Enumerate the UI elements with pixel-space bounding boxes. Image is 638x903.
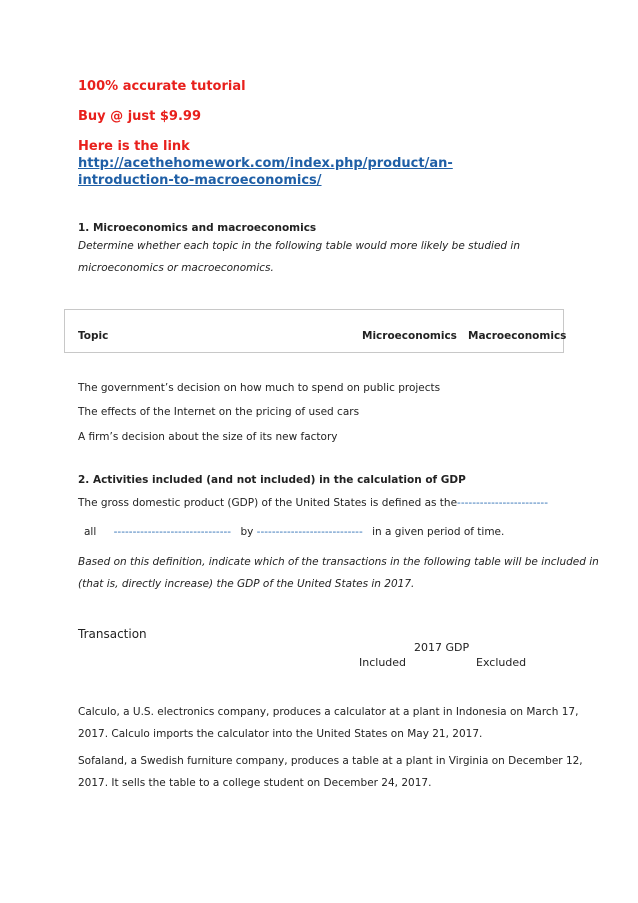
product-link-line2[interactable]: introduction-to-macroeconomics/ — [78, 173, 322, 188]
product-link-line1[interactable]: http://acethehomework.com/index.php/product/an- — [78, 156, 453, 171]
header-microeconomics: Microeconomics — [362, 330, 457, 342]
transaction-row-2-line2: 2017. It sells the table to a college student on December 24, 2017. — [78, 777, 432, 789]
section1-instructions-line1: Determine whether each topic in the following table would more likely be studied in — [78, 240, 520, 252]
gdp-definition-line1 — [78, 497, 548, 509]
transaction-row-1-line2: 2017. Calculo imports the calculator into the United States on May 21, 2017. — [78, 728, 483, 740]
promo-line-accurate: 100% accurate tutorial — [78, 79, 246, 94]
gdp-blank-3: ---------------------------- — [256, 526, 363, 538]
section1-instructions-line2: microeconomics or macroeconomics. — [78, 262, 274, 274]
topic-row: The government’s decision on how much to spend on public projects — [78, 382, 441, 394]
promo-line-price: Buy @ just $9.99 — [78, 109, 201, 124]
transaction-row-2-line1: Sofaland, a Swedish furniture company, produces a table at a plant in Virginia on December 12, — [78, 755, 583, 767]
gdp-definition-line2 — [84, 526, 504, 538]
gdp-blank-2: ------------------------------- — [113, 526, 232, 538]
gdp-blank-1: ------------------------ — [457, 497, 548, 509]
section2-heading: 2. Activities included (and not included) in the calculation of GDP — [78, 474, 466, 486]
promo-line-link-label: Here is the link — [78, 139, 190, 154]
gdp-definition-all: all — [84, 526, 97, 538]
topic-row: The effects of the Internet on the pricing of used cars — [78, 406, 360, 418]
header-excluded: Excluded — [476, 656, 527, 669]
header-macroeconomics: Macroeconomics — [468, 330, 567, 342]
header-2017-gdp: 2017 GDP — [414, 641, 470, 654]
section2-instructions-line1: Based on this definition, indicate which of the transactions in the following table will be included in — [78, 556, 599, 568]
gdp-definition-by: by — [240, 526, 254, 538]
topic-table-header — [64, 309, 567, 353]
gdp-definition-text: The gross domestic product (GDP) of the United States is defined as the — [78, 497, 458, 509]
header-included: Included — [359, 656, 407, 669]
section2-instructions-line2: (that is, directly increase) the GDP of the United States in 2017. — [78, 578, 415, 590]
transaction-row-1-line1: Calculo, a U.S. electronics company, produces a calculator at a plant in Indonesia on March 17, — [78, 706, 579, 718]
header-transaction: Transaction — [78, 627, 147, 641]
section1-heading: 1. Microeconomics and macroeconomics — [78, 222, 317, 234]
topic-row: A firm’s decision about the size of its new factory — [78, 431, 338, 443]
gdp-definition-end: in a given period of time. — [372, 526, 505, 538]
header-topic: Topic — [78, 330, 109, 342]
